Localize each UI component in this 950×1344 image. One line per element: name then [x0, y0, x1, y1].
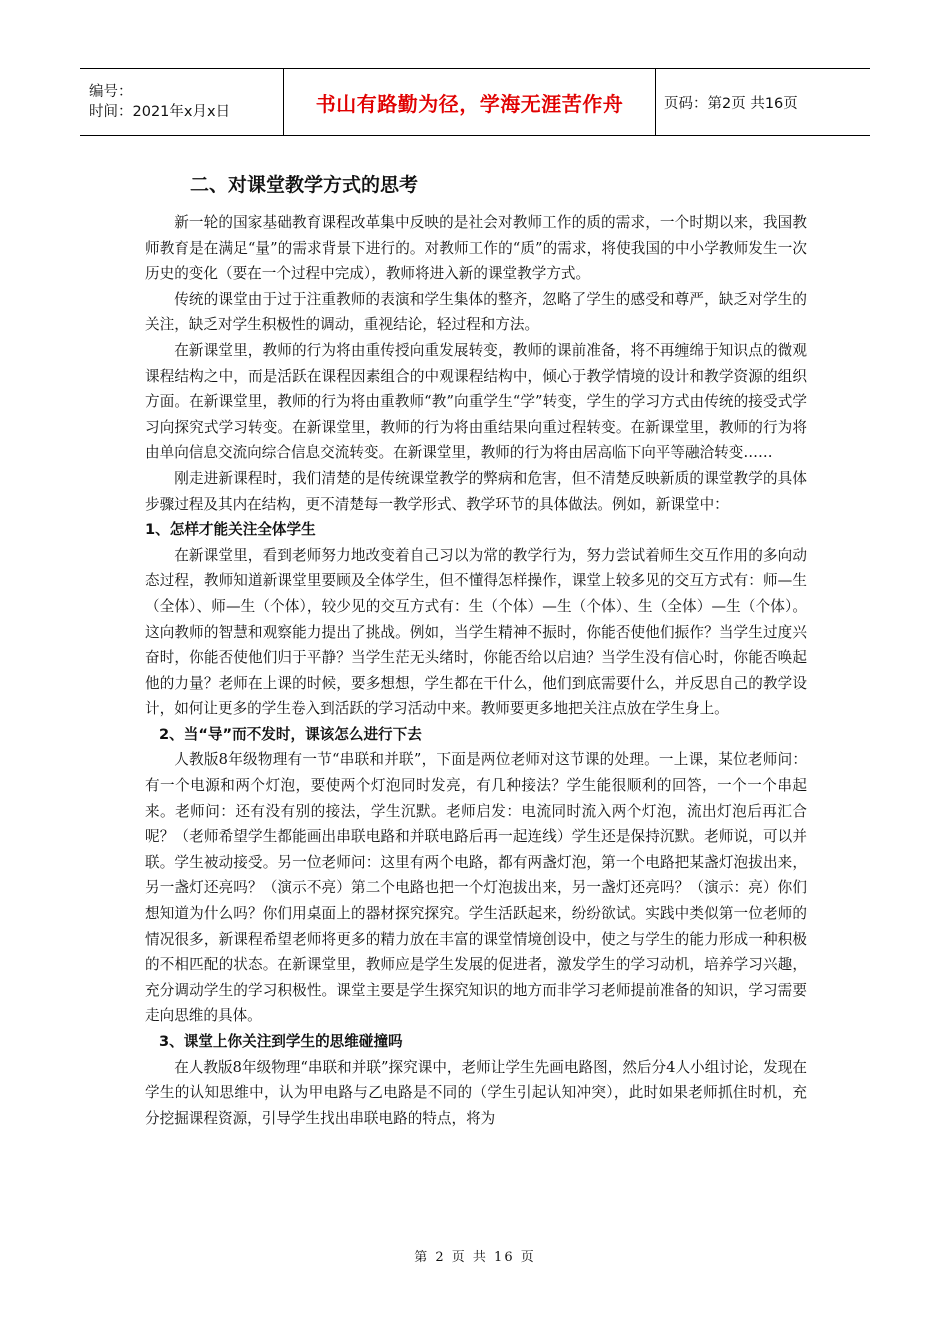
subheading-3: 3、课堂上你关注到学生的思维碰撞吗 [159, 1033, 403, 1050]
page-header [80, 68, 870, 136]
paragraph: 新一轮的国家基础教育课程改革集中反映的是社会对教师工作的质的需求，一个时期以来，我国教师教育是在满足“量”的需求背景下进行的。对教师工作的“质”的需求，将使我国的中小学教师发生一次历史的变化（要在一个过程中完成），教师将进入新的课堂教学方式。 [145, 214, 807, 283]
paragraph: 刚走进新课程时，我们清楚的是传统课堂教学的弊病和危害，但不清楚反映新质的课堂教学的具体步骤过程及其内在结构，更不清楚每一教学形式、教学环节的具体做法。例如，新课堂中： [145, 469, 807, 513]
section-title: 二、对课堂教学方式的思考 [190, 174, 419, 196]
header-date: 时间：2021年x月x日 [89, 104, 231, 120]
paragraph: 在人教版8年级物理“串联和并联”探究课中，老师让学生先画电路图，然后分4人小组讨论，发现在学生的认知思维中，认为甲电路与乙电路是不同的（学生引起认知冲突），此时如果老师抓住时机，充分挖掘课程资源，引导学生找出串联电路的特点，将为 [145, 1058, 807, 1127]
document-body [145, 170, 807, 1131]
header-number: 编号： [89, 84, 133, 100]
header-page-info: 页码：第2页 共16页 [664, 95, 798, 112]
paragraph: 传统的课堂由于过于注重教师的表演和学生集体的整齐，忽略了学生的感受和尊严，缺乏对学生的关注，缺乏对学生积极性的调动，重视结论，轻过程和方法。 [145, 290, 807, 334]
page-footer: 第 2 页 共 16 页 [414, 1250, 536, 1265]
header-meta [80, 69, 283, 135]
paragraph: 在新课堂里，教师的行为将由重传授向重发展转变，教师的课前准备，将不再缠绵于知识点的微观课程结构之中，而是活跃在课程因素组合的中观课程结构中，倾心于教学情境的设计和教学资源的组织方面。在新课堂里，教师的行为将由重教师“教”向重学生“学”转变，学生的学习方式由传统的接受式学习向探究式学习转变。在新课堂里，教师的行为将由重结果向重过程转变。在新课堂里，教师的行为将由单向信息交流向综合信息交流转变。在新课堂里，教师的行为将由居高临下向平等融洽转变…… [145, 341, 807, 462]
subheading-1: 1、怎样才能关注全体学生 [145, 521, 316, 539]
paragraph: 在新课堂里，看到老师努力地改变着自己习以为常的教学行为，努力尝试着师生交互作用的多向动态过程，教师知道新课堂里要顾及全体学生，但不懂得怎样操作，课堂上较多见的交互方式有：师—生（全体）、师—生（个体），较少见的交互方式有：生（个体）—生（个体）、生（全体）—生（个体）。这向教师的智慧和观察能力提出了挑战。例如，当学生精神不振时，你能否使他们振作？当学生过度兴奋时，你能否使他们归于平静？当学生茫无头绪时，你能否给以启迪？当学生没有信心时，你能否唤起他的力量？老师在上课的时候，要多想想，学生都在干什么，他们到底需要什么，并反思自己的教学设计，如何让更多的学生卷入到活跃的学习活动中来。教师要更多地把关注点放在学生身上。 [145, 546, 807, 718]
paragraph: 人教版8年级物理有一节“串联和并联”，下面是两位老师对这节课的处理。一上课，某位老师问：有一个电源和两个灯泡，要使两个灯泡同时发亮，有几种接法？学生能很顺利的回答，一个一个串起来。老师问：还有没有别的接法，学生沉默。老师启发：电流同时流入两个灯泡，流出灯泡后再汇合呢？（老师希望学生都能画出串联电路和并联电路后再一起连线）学生还是保持沉默。老师说，可以并联。学生被动接受。另一位老师问：这里有两个电路，都有两盏灯泡，第一个电路把某盏灯泡拔出来，另一盏灯还亮吗？（演示不亮）第二个电路也把一个灯泡拔出来，另一盏灯还亮吗？（演示：亮）你们想知道为什么吗？你们用桌面上的器材探究探究。学生活跃起来，纷纷欲试。实践中类似第一位老师的情况很多，新课程希望老师将更多的精力放在丰富的课堂情境创设中，使之与学生的能力形成一种积极的不相匹配的状态。在新课堂里，教师应是学生发展的促进者，激发学生的学习动机，培养学习兴趣，充分调动学生的学习积极性。课堂主要是学生探究知识的地方而非学习老师提前准备的知识，学习需要走向思维的具体。 [145, 751, 807, 1025]
subheading-2: 2、当“导”而不发时，课该怎么进行下去 [159, 725, 422, 743]
header-motto: 书山有路勤为径，学海无涯苦作舟 [283, 69, 656, 135]
